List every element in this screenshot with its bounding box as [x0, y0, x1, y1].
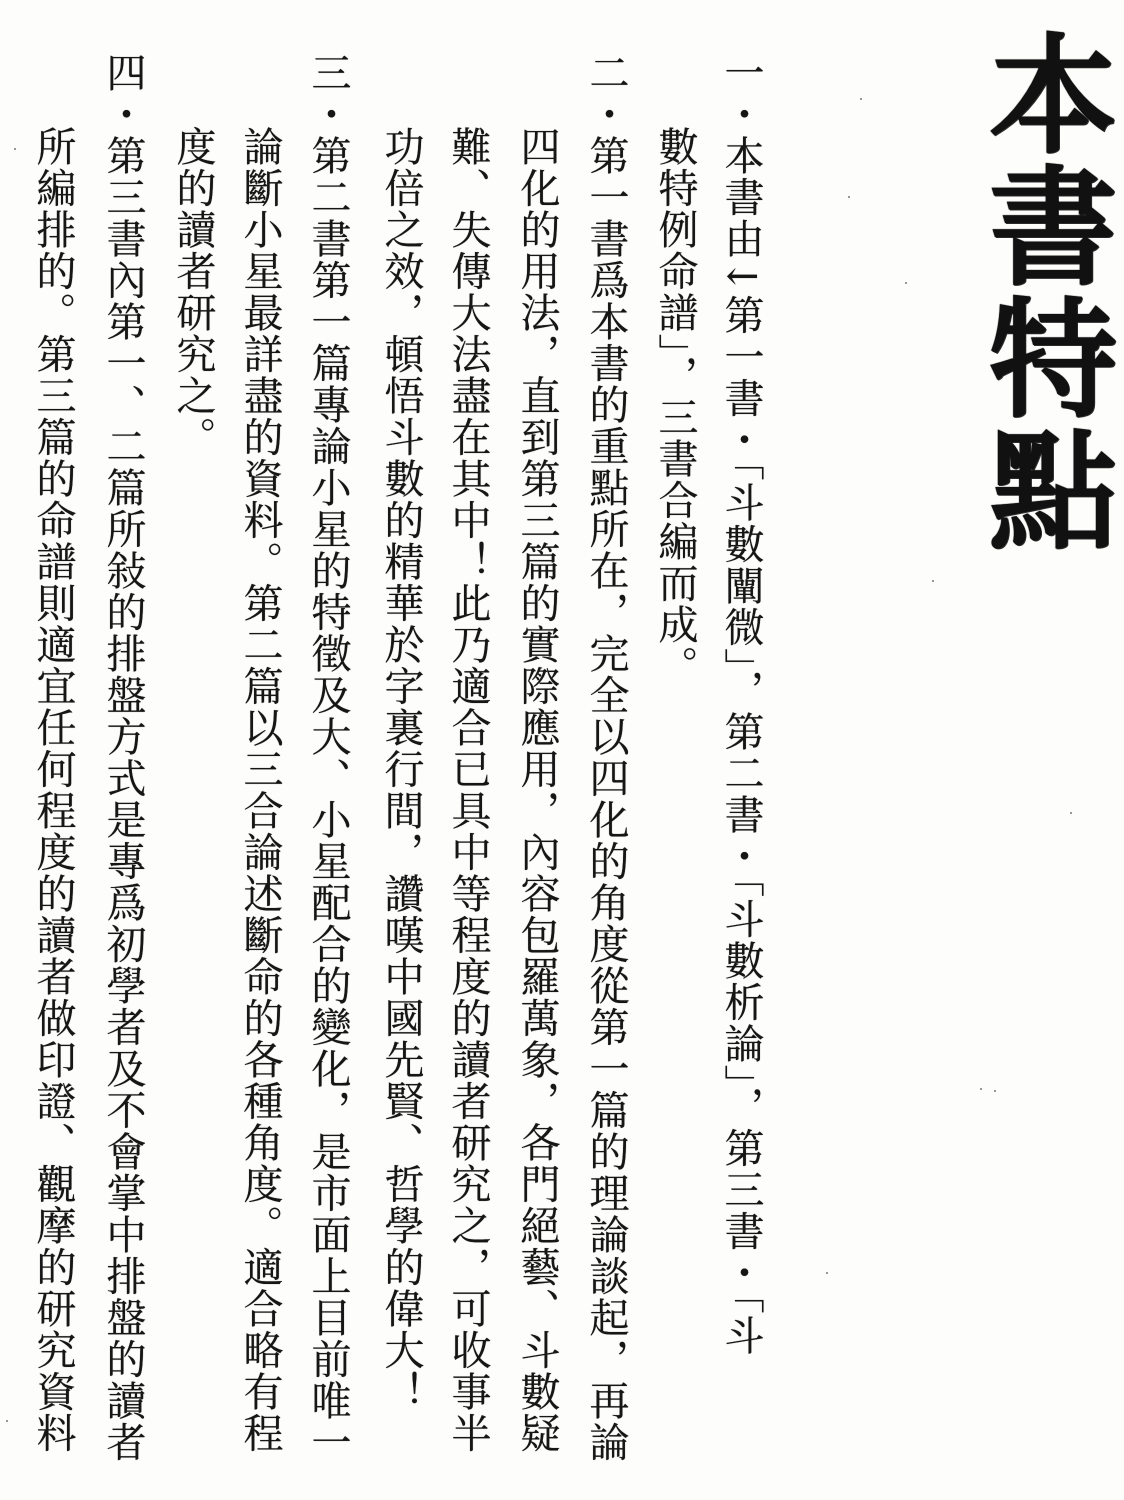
text-column-9: 度的讀者研究之。 — [170, 126, 216, 458]
text-column-2: 數特例命譜」，三書合編而成。 — [652, 126, 698, 687]
scan-speck — [994, 1090, 996, 1092]
text-column-5: 難、失傳大法盡在其中！此乃適合已具中等程度的讀者研究之，可收事半 — [445, 126, 491, 1454]
scan-speck — [826, 1272, 828, 1274]
text-column-11: 所編排的。第三篇的命譜則適宜任何程度的讀者做印證、觀摩的研究資料 — [30, 126, 76, 1454]
scan-speck — [848, 196, 850, 198]
text-column-8: 論斷小星最詳盡的資料。第二篇以三合論述斷命的各種角度。適合略有程 — [237, 126, 283, 1454]
text-column-10: 四・第三書內第一、二篇所敍的排盤方式是專爲初學者及不會掌中排盤的讀者 — [100, 52, 146, 1463]
text-column-7: 三・第二書第一篇專論小星的特徵及大、小星配合的變化，是市面上目前唯一 — [305, 52, 351, 1463]
scan-speck — [14, 148, 16, 150]
text-column-4: 四化的用法，直到第三篇的實際應用，內容包羅萬象，各門絕藝、斗數疑 — [514, 126, 560, 1454]
page-title: 本書特點 — [967, 28, 1117, 556]
scan-speck — [905, 282, 907, 284]
text-column-3: 二・第一書爲本書的重點所在，完全以四化的角度從第一篇的理論談起，再論 — [583, 52, 629, 1463]
text-column-1: 一・本書由↓第一書・「斗數闡微」，第二書・「斗數析論」，第三書・「斗 — [718, 52, 764, 1357]
text-column-6: 功倍之效，頓悟斗數的精華於字裏行間，讚嘆中國先賢、哲學的偉大！ — [378, 126, 424, 1413]
scan-speck — [932, 580, 934, 582]
scan-speck — [1070, 812, 1072, 814]
scan-speck — [860, 98, 862, 100]
scan-speck — [980, 1088, 982, 1090]
scan-speck — [6, 1420, 8, 1422]
